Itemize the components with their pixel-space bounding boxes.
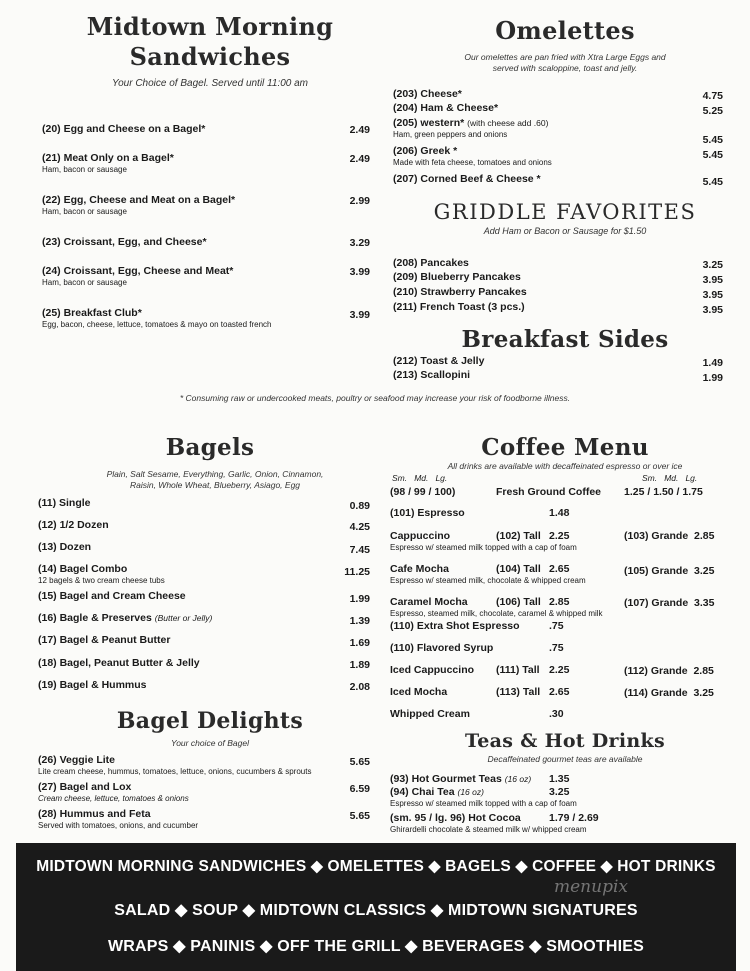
- sandwiches-title-line2: Sandwiches: [129, 42, 291, 71]
- menu-item[interactable]: [393, 271, 521, 283]
- coffee-title: Coffee Menu: [481, 434, 649, 461]
- sandwiches-title-line1: Midtown Morning: [86, 12, 334, 41]
- menu-item[interactable]: [38, 590, 186, 602]
- menu-item[interactable]: [393, 117, 548, 139]
- item-description: Served with tomatoes, onions, and cucumber: [38, 821, 199, 830]
- item-name: (205) western*: [393, 117, 465, 129]
- item-price: 4.25: [349, 521, 370, 533]
- item-name: (14) Bagel Combo: [38, 563, 128, 575]
- item-name: (17) Bagel & Peanut Butter: [38, 634, 171, 646]
- coffee-row[interactable]: [390, 507, 465, 519]
- item-name: Whipped Cream: [390, 708, 470, 720]
- item-name: Iced Cappuccino: [390, 664, 475, 676]
- sides-title: Breakfast Sides: [461, 326, 669, 353]
- item-name: (19) Bagel & Hummus: [38, 679, 147, 691]
- item-name: (24) Croissant, Egg, Cheese and Meat*: [42, 265, 234, 277]
- coffee-row[interactable]: [390, 642, 493, 654]
- bagels-subtitle: [60, 469, 370, 491]
- delights-subtitle: Your choice of Bagel: [171, 738, 249, 748]
- omelettes-subtitle-line1: Our omelettes are pan fried with Xtra Large Eggs and: [464, 52, 666, 62]
- griddle-title: GRIDDLE FAVORITES: [433, 200, 697, 224]
- item-name: (110) Extra Shot Espresso: [390, 620, 520, 632]
- menu-item[interactable]: [390, 773, 531, 785]
- item-price: 3.95: [702, 289, 723, 301]
- tall-label: (111) Tall: [496, 664, 540, 676]
- teas-subtitle: Decaffeinated gourmet teas are available: [487, 754, 643, 764]
- item-name: (110) Flavored Syrup: [390, 642, 494, 654]
- coffee-subtitle: All drinks are available with decaffeinated espresso or over ice: [447, 461, 683, 471]
- item-name: (204) Ham & Cheese*: [393, 102, 499, 114]
- tall-price: 1.48: [549, 507, 570, 519]
- item-price: 3.99: [349, 309, 370, 321]
- coffee-fresh-price: 1.25 / 1.50 / 1.75: [624, 486, 703, 498]
- item-price: 4.75: [702, 90, 723, 102]
- menu-item[interactable]: [393, 88, 462, 100]
- banner-line-1[interactable]: MIDTOWN MORNING SANDWICHES ◆ OMELETTES ◆ BAGELS ◆ COFFEE ◆ HOT DRINKS: [36, 858, 716, 875]
- tall-price: 2.25: [549, 530, 570, 542]
- item-price: 2.08: [349, 681, 370, 693]
- item-description: Made with feta cheese, tomatoes and onions: [393, 158, 552, 167]
- grande-option: (103) Grande 2.85: [624, 530, 715, 542]
- item-name: (203) Cheese*: [393, 88, 462, 100]
- item-description: Espresso, steamed milk, chocolate, caramel & whipped milk: [390, 609, 603, 618]
- item-name: (18) Bagel, Peanut Butter & Jelly: [38, 657, 200, 669]
- item-price: 2.49: [349, 153, 370, 165]
- item-name: (28) Hummus and Feta: [38, 808, 151, 820]
- menu-item[interactable]: [393, 145, 552, 167]
- item-description: Ham, green peppers and onions: [393, 130, 508, 139]
- coffee-fresh-name[interactable]: Fresh Ground Coffee: [496, 486, 602, 498]
- item-price: 1.69: [349, 637, 370, 649]
- item-name: (21) Meat Only on a Bagel*: [42, 152, 174, 164]
- item-name: Caramel Mocha: [390, 596, 468, 608]
- item-name: (206) Greek *: [393, 145, 458, 157]
- item-price: 5.65: [349, 756, 370, 768]
- item-name: (15) Bagel and Cream Cheese: [38, 590, 186, 602]
- item-price: 1.99: [702, 372, 723, 384]
- bagels-subtitle-line2: Raisin, Whole Wheat, Blueberry, Asiago, Egg: [129, 480, 301, 490]
- item-name: (26) Veggie Lite: [38, 754, 116, 766]
- coffee-row[interactable]: [390, 620, 520, 632]
- item-price: 1.39: [349, 615, 370, 627]
- item-name: Iced Mocha: [390, 686, 448, 698]
- item-name: Cappuccino: [390, 530, 451, 542]
- griddle-subtitle: Add Ham or Bacon or Sausage for $1.50: [483, 226, 647, 236]
- menu-item[interactable]: [38, 497, 91, 509]
- tall-label: (113) Tall: [496, 686, 541, 698]
- grande-option: (105) Grande 3.25: [624, 565, 715, 577]
- item-description: Lite cream cheese, hummus, tomatoes, lettuce, onions, cucumbers & sprouts: [38, 767, 312, 776]
- disclaimer: * Consuming raw or undercooked meats, poultry or seafood may increase your risk of foodborne illness.: [179, 393, 571, 403]
- menu-item[interactable]: [38, 541, 91, 553]
- item-price: 1.89: [349, 659, 370, 671]
- omelettes-title: Omelettes: [495, 16, 635, 45]
- menu-item[interactable]: [393, 301, 525, 313]
- banner-line-3[interactable]: WRAPS ◆ PANINIS ◆ OFF THE GRILL ◆ BEVERAGES ◆ SMOOTHIES: [107, 938, 645, 955]
- item-description: Espresso w/ steamed milk, chocolate & whipped cream: [390, 576, 586, 585]
- item-description: Ham, bacon or sausage: [42, 207, 127, 216]
- item-price: 1.35: [549, 773, 570, 785]
- item-name: (27) Bagel and Lox: [38, 781, 132, 793]
- item-description: Espresso w/ steamed milk topped with a cap of foam: [390, 543, 577, 552]
- grande-option: (112) Grande 2.85: [624, 665, 714, 677]
- item-price: 5.25: [702, 105, 723, 117]
- item-name: (207) Corned Beef & Cheese *: [393, 173, 541, 185]
- tall-price: 2.65: [549, 686, 570, 698]
- item-name: (sm. 95 / lg. 96) Hot Cocoa: [390, 812, 521, 824]
- item-name: (20) Egg and Cheese on a Bagel*: [42, 123, 206, 135]
- item-price: 1.49: [702, 357, 723, 369]
- menu-item[interactable]: [42, 123, 205, 135]
- category-banner: [16, 843, 736, 971]
- menu-item[interactable]: [38, 519, 109, 531]
- item-price: 1.79 / 2.69: [549, 812, 599, 824]
- sandwiches-title: [40, 12, 380, 72]
- grande-option: (114) Grande 3.25: [624, 687, 714, 699]
- watermark: menupix: [554, 877, 628, 897]
- banner-line-2[interactable]: SALAD ◆ SOUP ◆ MIDTOWN CLASSICS ◆ MIDTOWN SIGNATURES: [114, 902, 638, 919]
- menu-item[interactable]: [38, 634, 170, 646]
- item-note: (Butter or Jelly): [154, 613, 213, 623]
- item-price: 5.65: [349, 810, 370, 822]
- menu-item[interactable]: [38, 781, 189, 803]
- teas-title: Teas & Hot Drinks: [465, 730, 665, 752]
- menu-item[interactable]: [38, 808, 198, 830]
- menu-item[interactable]: [393, 355, 484, 367]
- coffee-row[interactable]: [390, 708, 470, 720]
- item-name: (101) Espresso: [390, 507, 465, 519]
- menu-item[interactable]: [393, 286, 527, 298]
- menu-item[interactable]: [38, 679, 147, 691]
- menu-item[interactable]: [393, 173, 541, 185]
- menu-item[interactable]: [42, 236, 207, 248]
- item-name: (25) Breakfast Club*: [42, 307, 142, 319]
- item-description: Ghirardelli chocolate & steamed milk w/ whipped cream: [390, 825, 587, 834]
- item-description: Cream cheese, lettuce, tomatoes & onions: [38, 794, 189, 803]
- menu-item[interactable]: [38, 612, 212, 624]
- bagels-title: Bagels: [165, 434, 255, 461]
- item-name: (12) 1/2 Dozen: [38, 519, 109, 531]
- item-price: 5.45: [702, 176, 723, 188]
- item-description: Ham, bacon or sausage: [42, 278, 127, 287]
- item-price: 3.25: [549, 786, 570, 798]
- menu-item[interactable]: [42, 152, 174, 174]
- item-name: (16) Bagle & Preserves: [38, 612, 152, 624]
- menu-item[interactable]: [393, 369, 470, 381]
- coffee-fresh-codes: (98 / 99 / 100): [390, 486, 456, 498]
- item-price: 1.99: [349, 593, 370, 605]
- item-name: (13) Dozen: [38, 541, 92, 553]
- menu-item[interactable]: [42, 307, 271, 329]
- tall-price: .75: [549, 620, 564, 632]
- tall-price: 2.65: [549, 563, 570, 575]
- sandwiches-subtitle: Your Choice of Bagel. Served until 11:00 am: [111, 78, 309, 89]
- item-price: 11.25: [344, 566, 370, 578]
- coffee-row[interactable]: [390, 664, 474, 676]
- grande-option: (107) Grande 3.35: [624, 597, 715, 609]
- item-price: 0.89: [349, 500, 370, 512]
- delights-title: Bagel Delights: [116, 708, 304, 734]
- item-price: 3.25: [702, 259, 723, 271]
- item-name: Cafe Mocha: [390, 563, 449, 575]
- size-labels-left: Sm. Md. Lg.: [392, 473, 448, 483]
- omelettes-subtitle-line2: served with scaloppine, toast and jelly.: [492, 63, 638, 73]
- item-price: 5.45: [702, 134, 723, 146]
- item-price: 6.59: [349, 783, 370, 795]
- item-price: 2.99: [349, 195, 370, 207]
- menu-item[interactable]: [38, 754, 311, 776]
- item-price: 2.49: [349, 124, 370, 136]
- menu-item[interactable]: [42, 265, 233, 287]
- item-price: 3.29: [349, 237, 370, 249]
- coffee-row[interactable]: [390, 686, 447, 698]
- item-name: (23) Croissant, Egg, and Cheese*: [42, 236, 207, 248]
- tall-label: (102) Tall: [496, 530, 541, 542]
- item-price: 3.95: [702, 304, 723, 316]
- tall-label: (104) Tall: [496, 563, 541, 575]
- item-price: 5.45: [702, 149, 723, 161]
- item-name: (211) French Toast (3 pcs.): [393, 301, 525, 313]
- item-name: (212) Toast & Jelly: [393, 355, 485, 367]
- item-name: (11) Single: [38, 497, 91, 509]
- item-note: (with cheese add .60): [467, 118, 549, 128]
- item-description: Ham, bacon or sausage: [42, 165, 127, 174]
- item-name: (210) Strawberry Pancakes: [393, 286, 527, 298]
- item-name: (93) Hot Gourmet Teas: [390, 773, 502, 785]
- menu-item[interactable]: [38, 657, 200, 669]
- item-note: (16 oz): [457, 787, 484, 797]
- tall-price: .75: [549, 642, 564, 654]
- item-price: 3.99: [349, 266, 370, 278]
- menu-item[interactable]: [393, 102, 498, 114]
- tall-price: 2.25: [549, 664, 570, 676]
- item-name: (22) Egg, Cheese and Meat on a Bagel*: [42, 194, 236, 206]
- item-name: (213) Scallopini: [393, 369, 471, 381]
- item-description: 12 bagels & two cream cheese tubs: [38, 576, 165, 585]
- item-name: (94) Chai Tea: [390, 786, 455, 798]
- tall-price: 2.85: [549, 596, 570, 608]
- item-description: Espresso w/ steamed milk topped with a cap of foam: [390, 799, 577, 808]
- item-name: (208) Pancakes: [393, 257, 469, 269]
- size-labels-right: Sm. Md. Lg.: [642, 473, 698, 483]
- item-description: Egg, bacon, cheese, lettuce, tomatoes & mayo on toasted french: [42, 320, 272, 329]
- item-note: (16 oz): [504, 774, 532, 784]
- item-price: 3.95: [702, 274, 723, 286]
- tall-price: .30: [549, 708, 564, 720]
- tall-label: (106) Tall: [496, 596, 541, 608]
- omelettes-subtitle: [420, 52, 710, 74]
- bagels-subtitle-line1: Plain, Salt Sesame, Everything, Garlic, Onion, Cinnamon,: [106, 469, 324, 479]
- menu-item[interactable]: [393, 257, 469, 269]
- item-price: 7.45: [349, 544, 370, 556]
- menu-item[interactable]: [38, 563, 165, 585]
- menu-item[interactable]: [42, 194, 235, 216]
- item-name: (209) Blueberry Pancakes: [393, 271, 521, 283]
